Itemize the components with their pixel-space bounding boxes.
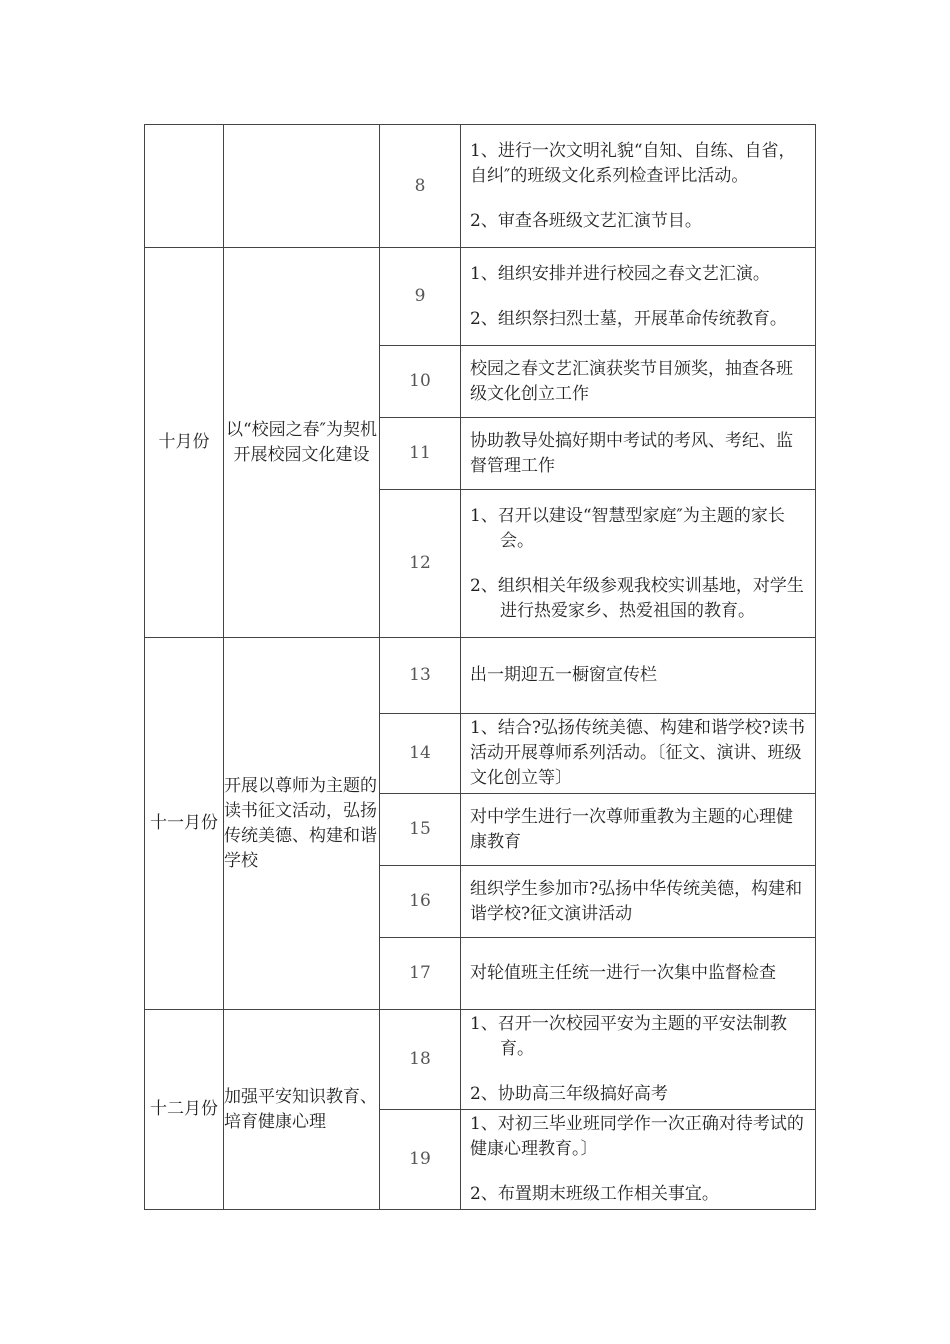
table-row [145,248,816,346]
month-cell: 十二月份 [145,1010,224,1210]
week-number: 19 [380,1110,461,1210]
table-row [145,125,816,248]
task-cell [461,794,816,866]
month-cell: 十月份 [145,248,224,638]
task-item: 1、召开一次校园平安为主题的平安法制教育。 [470,1014,787,1059]
task-item: 2、审查各班级文艺汇演节目。 [470,210,702,231]
week-number: 9 [380,248,461,346]
table-row [145,1010,816,1110]
theme-cell: 加强平安知识教育、培育健康心理 [224,1010,380,1210]
table-row [145,638,816,714]
task-item: 2、组织祭扫烈士墓，开展革命传统教育。 [470,308,787,329]
task-cell [461,1110,816,1210]
task-cell [461,938,816,1010]
week-number: 17 [380,938,461,1010]
task-item: 1、对初三毕业班同学作一次正确对待考试的健康心理教育。〕 [470,1114,804,1159]
theme-cell: 以“校园之春″为契机开展校园文化建设 [224,248,380,638]
task-cell [461,638,816,714]
task-item: 2、布置期末班级工作相关事宜。 [470,1184,719,1204]
month-cell: 十一月份 [145,638,224,1010]
task-item: 校园之春文艺汇演获奖节目颁奖，抽查各班级文化创立工作 [470,358,793,404]
task-item: 出一期迎五一橱窗宣传栏 [470,665,657,685]
task-cell [461,866,816,938]
task-cell [461,1010,816,1110]
theme-cell: 开展以尊师为主题的读书征文活动，弘扬传统美德、构建和谐学校 [224,638,380,1010]
task-cell [461,125,816,248]
task-cell [461,248,816,346]
month-cell [145,125,224,248]
week-number: 12 [380,490,461,638]
week-number: 15 [380,794,461,866]
week-number: 13 [380,638,461,714]
task-item: 对轮值班主任统一进行一次集中监督检查 [470,963,776,983]
task-item: 协助教导处搞好期中考试的考风、考纪、监督管理工作 [470,430,793,476]
week-number: 18 [380,1010,461,1110]
task-item: 2、组织相关年级参观我校实训基地，对学生进行热爱家乡、热爱祖国的教育。 [470,575,804,621]
work-plan-table [144,124,816,1210]
task-cell [461,714,816,794]
task-cell [461,346,816,418]
week-number: 16 [380,866,461,938]
task-item: 1、进行一次文明礼貌“自知、自练、自省，自纠″的班级文化系列检查评比活动。 [470,140,796,186]
task-cell [461,418,816,490]
task-cell [461,490,816,638]
task-item: 1、组织安排并进行校园之春文艺汇演。 [470,263,770,284]
task-item: 对中学生进行一次尊师重教为主题的心理健康教育 [470,806,793,852]
task-item: 2、协助高三年级搞好高考 [470,1084,668,1104]
task-item: 1、结合?弘扬传统美德、构建和谐学校?读书活动开展尊师系列活动。〔征文、演讲、班级文化创立等〕 [470,718,806,788]
task-item: 组织学生参加市?弘扬中华传统美德，构建和谐学校?征文演讲活动 [470,878,803,924]
week-number: 11 [380,418,461,490]
task-item: 1、召开以建设“智慧型家庭″为主题的家长会。 [470,505,785,551]
theme-cell [224,125,380,248]
week-number: 8 [380,125,461,248]
week-number: 10 [380,346,461,418]
week-number: 14 [380,714,461,794]
